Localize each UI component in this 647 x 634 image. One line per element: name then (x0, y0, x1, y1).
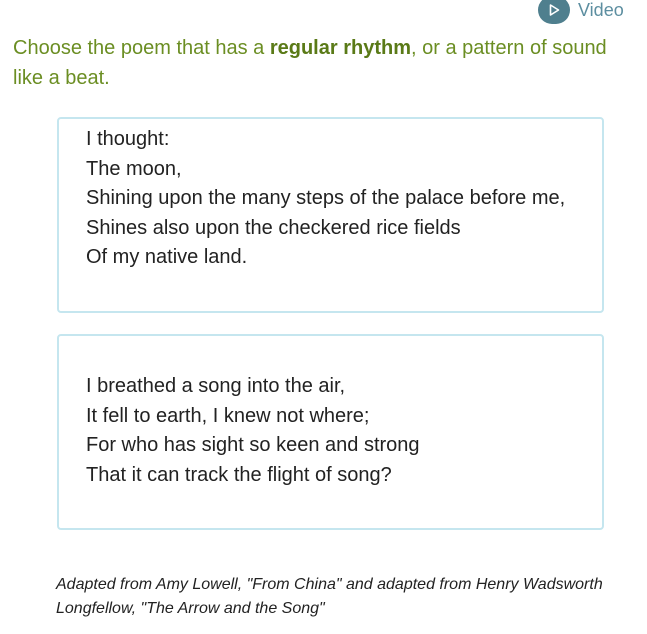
poem-line: I breathed a song into the air, (86, 375, 346, 397)
poem-line: The moon, (86, 157, 182, 180)
poem-line: Shining upon the many steps of the palace before me, (86, 187, 566, 210)
play-icon (538, 0, 570, 24)
question-prompt (13, 33, 641, 93)
poem-text (86, 125, 566, 273)
source-attribution: Adapted from Amy Lowell, "From China" and adapted from Henry Wadsworth Longfellow, "The Arrow and the Song" (56, 576, 603, 617)
video-label: Video (578, 0, 624, 20)
answer-choice-2[interactable] (57, 334, 604, 530)
poem-line: That it can track the flight of song? (86, 463, 392, 486)
prompt-text-before: Choose the poem that has a (13, 37, 270, 59)
poem-line: It fell to earth, I knew not where; (86, 404, 370, 427)
answer-choice-1[interactable] (57, 117, 604, 313)
poem-line: I thought: (86, 128, 170, 150)
poem-line: Of my native land. (86, 246, 248, 269)
poem-line: For who has sight so keen and strong (86, 434, 420, 457)
poem-line: Shines also upon the checkered rice fields (86, 216, 461, 239)
prompt-text-after: , or a pattern of sound like a beat. (13, 37, 607, 89)
poem-text (86, 372, 566, 490)
video-button[interactable] (538, 0, 624, 24)
prompt-emphasis: regular rhythm (269, 37, 411, 59)
